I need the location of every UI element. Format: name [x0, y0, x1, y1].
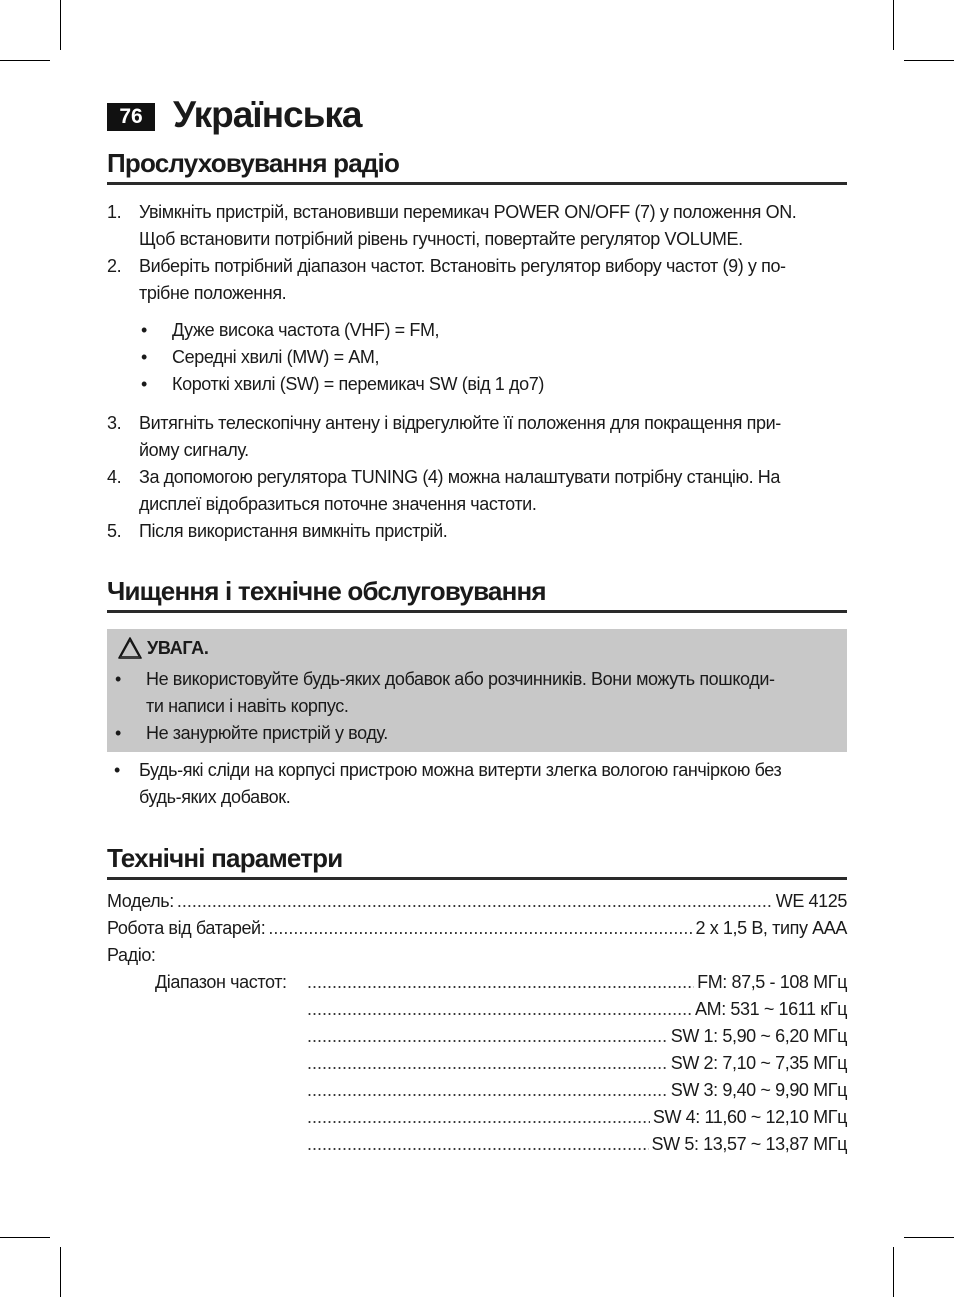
- page-number: 76: [107, 103, 155, 131]
- step-text: Після використання вимкніть пристрій.: [139, 521, 448, 541]
- spec-row-battery: [107, 918, 847, 939]
- warning-text: Не занурюйте пристрій у воду.: [146, 723, 388, 743]
- note-text: будь-яких добавок.: [139, 787, 291, 807]
- warning-title: [117, 636, 209, 660]
- dot-leader: [307, 1053, 668, 1074]
- radio-steps-b: [107, 410, 852, 545]
- band-text: Середні хвилі (MW) = AM,: [172, 347, 380, 367]
- spec-value: WE 4125: [775, 891, 847, 911]
- warning-box: [107, 629, 847, 752]
- spec-label: Робота від батарей:: [107, 918, 266, 938]
- section-heading-radio: Прослуховування радіо: [107, 148, 847, 185]
- note-text: Будь-які сліди на корпусі пристрою можна витерти злегка вологою ганчіркою без: [139, 760, 782, 780]
- list-item: [107, 199, 852, 253]
- step-text: Щоб встановити потрібний рівень гучності, повертайте регулятор VOLUME.: [139, 229, 743, 249]
- crop-mark: [60, 0, 61, 50]
- section-heading-specs: Технічні параметри: [107, 843, 847, 880]
- spec-row-freq-label: [155, 972, 287, 993]
- page-title: Українська: [173, 94, 362, 135]
- list-item: [107, 518, 852, 545]
- warning-text: ти написи і навіть корпус.: [146, 696, 349, 716]
- crop-mark: [904, 60, 954, 61]
- step-text: Увімкніть пристрій, встановивши перемикач POWER ON/OFF (7) у положення ON.: [139, 202, 797, 222]
- dot-leader: [307, 1134, 649, 1155]
- crop-mark: [0, 1237, 50, 1238]
- freq-row: [307, 972, 847, 993]
- dot-leader: [307, 1080, 668, 1101]
- crop-mark: [904, 1237, 954, 1238]
- freq-row: [307, 1053, 847, 1074]
- spec-value: 2 x 1,5 В, типу AAA: [695, 918, 847, 938]
- step-number: 3.: [107, 413, 122, 433]
- list-item: [114, 666, 839, 720]
- bullet-icon: •: [141, 320, 147, 340]
- list-item: [140, 371, 840, 398]
- warning-text: Не використовуйте будь-яких добавок або розчинників. Вони можуть пошкоди-: [146, 669, 775, 689]
- spec-label: Діапазон частот:: [155, 972, 287, 992]
- bullet-icon: •: [114, 760, 120, 780]
- list-item: [107, 757, 852, 811]
- step-text: Виберіть потрібний діапазон частот. Встановіть регулятор вибору частот (9) у по-: [139, 256, 786, 276]
- band-text: Короткі хвилі (SW) = перемикач SW (від 1 до7): [172, 374, 544, 394]
- freq-value: SW 4: 11,60 ~ 12,10 МГц: [652, 1107, 847, 1127]
- step-text: дисплеї відобразиться поточне значення частоти.: [139, 494, 537, 514]
- step-text: За допомогою регулятора TUNING (4) можна налаштувати потрібну станцію. На: [139, 467, 781, 487]
- list-item: [140, 317, 840, 344]
- freq-value: FM: 87,5 - 108 МГц: [697, 972, 847, 992]
- crop-mark: [893, 1247, 894, 1297]
- spec-label: Модель:: [107, 891, 174, 911]
- freq-row: [307, 1080, 847, 1101]
- section-heading-cleaning: Чищення і технічне обслуговування: [107, 576, 847, 613]
- list-item: [107, 410, 852, 464]
- step-number: 2.: [107, 256, 122, 276]
- freq-value: SW 5: 13,57 ~ 13,87 МГц: [651, 1134, 847, 1154]
- cleaning-notes: [107, 757, 852, 811]
- step-text: Витягніть телескопічну антену і відрегулюйте її положення для покращення при-: [139, 413, 781, 433]
- band-list: [140, 317, 840, 398]
- list-item: [114, 720, 839, 747]
- freq-value: AM: 531 ~ 1611 кГц: [695, 999, 847, 1019]
- dot-leader: [268, 918, 692, 939]
- step-number: 4.: [107, 467, 122, 487]
- warning-triangle-icon: [117, 636, 143, 660]
- freq-value: SW 3: 9,40 ~ 9,90 МГц: [670, 1080, 847, 1100]
- warning-label: УВАГА.: [147, 637, 209, 658]
- freq-row: [307, 1134, 847, 1155]
- spec-label: Радіо:: [107, 945, 156, 965]
- freq-value: SW 1: 5,90 ~ 6,20 МГц: [670, 1026, 847, 1046]
- dot-leader: [307, 1107, 650, 1128]
- step-text: йому сигналу.: [139, 440, 249, 460]
- dot-leader: [307, 972, 694, 993]
- crop-mark: [60, 1247, 61, 1297]
- dot-leader: [177, 891, 773, 912]
- crop-mark: [0, 60, 50, 61]
- radio-steps-a: [107, 199, 852, 307]
- warning-list: [114, 666, 839, 747]
- crop-mark: [893, 0, 894, 50]
- freq-value: SW 2: 7,10 ~ 7,35 МГц: [670, 1053, 847, 1073]
- bullet-icon: •: [115, 723, 121, 743]
- list-item: [140, 344, 840, 371]
- spec-row-radio: [107, 945, 156, 966]
- list-item: [107, 464, 852, 518]
- dot-leader: [307, 999, 692, 1020]
- spec-row-model: [107, 891, 847, 912]
- list-item: [107, 253, 852, 307]
- freq-row: [307, 1107, 847, 1128]
- bullet-icon: •: [141, 374, 147, 394]
- bullet-icon: •: [115, 669, 121, 689]
- step-number: 5.: [107, 521, 122, 541]
- dot-leader: [307, 1026, 668, 1047]
- freq-row: [307, 999, 847, 1020]
- bullet-icon: •: [141, 347, 147, 367]
- step-text: трібне положення.: [139, 283, 287, 303]
- step-number: 1.: [107, 202, 122, 222]
- band-text: Дуже висока частота (VHF) = FM,: [172, 320, 440, 340]
- freq-row: [307, 1026, 847, 1047]
